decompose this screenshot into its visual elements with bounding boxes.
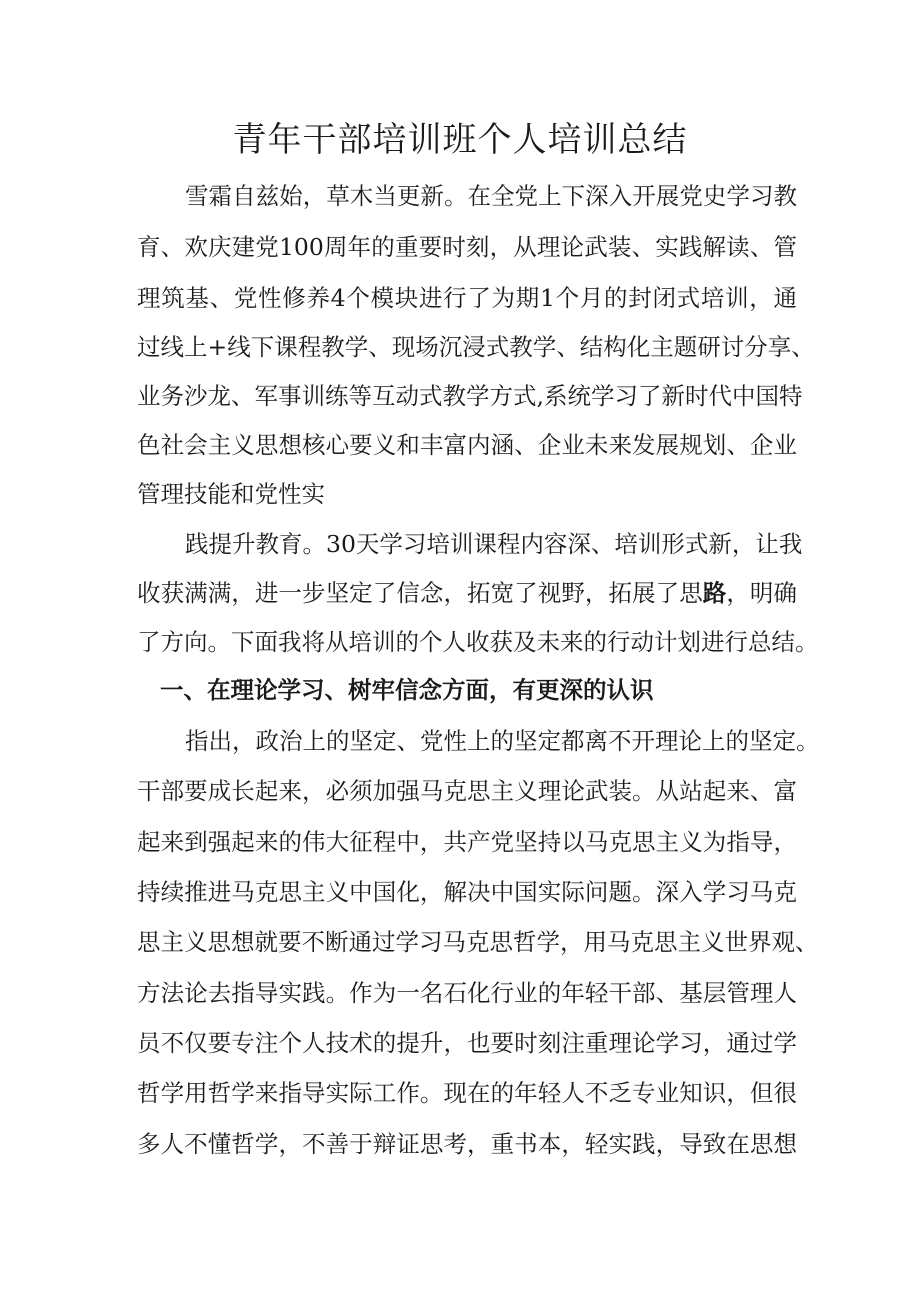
paragraph-line: 方法论去指导实践。作为一名石化行业的年轻干部、基层管理人 (137, 979, 797, 1007)
bold-text: 路 (702, 579, 727, 607)
paragraph-line: 指出，政治上的坚定、党性上的坚定都离不开理论上的坚定。 (185, 727, 820, 755)
section-heading: 一、在理论学习、树牢信念方面，有更深的认识 (160, 676, 654, 704)
paragraph-line: 干部要成长起来，必须加强马克思主义理论武装。从站起来、富 (137, 777, 797, 805)
paragraph-line: 员不仅要专注个人技术的提升，也要时刻注重理论学习，通过学 (137, 1029, 797, 1057)
paragraph-line: 多人不懂哲学，不善于辩证思考，重书本，轻实践，导致在思想 (137, 1130, 797, 1158)
paragraph-line: 管理技能和党性实 (137, 480, 325, 508)
paragraph-line: 起来到强起来的伟大征程中，共产党坚持以马克思主义为指导， (137, 828, 797, 856)
paragraph-line: 业务沙龙、军事训练等互动式教学方式,系统学习了新时代中国特 (137, 382, 803, 410)
paragraph-line: 践提升教育。30天学习培训课程内容深、培训形式新，让我 (185, 530, 803, 558)
paragraph-line-mixed (137, 577, 797, 609)
document-title: 青年干部培训班个人培训总结 (232, 120, 688, 160)
paragraph-line: 哲学用哲学来指导实际工作。现在的年轻人不乏专业知识，但很 (137, 1079, 797, 1107)
paragraph-line: 了方向。下面我将从培训的个人收获及未来的行动计划进行总结。 (137, 628, 819, 656)
paragraph-text: 收获满满，进一步坚定了信念，拓宽了视野，拓展了思 (137, 579, 703, 607)
paragraph-line: 雪霜自兹始，草木当更新。在全党上下深入开展党史学习教 (185, 182, 797, 210)
paragraph-line: 育、欢庆建党100周年的重要时刻，从理论武装、实践解读、管 (137, 233, 797, 261)
paragraph-line: 过线上+线下课程教学、现场沉浸式教学、结构化主题研讨分享、 (137, 333, 815, 361)
paragraph-text: ，明确 (726, 579, 798, 607)
paragraph-line: 思主义思想就要不断通过学习马克思哲学，用马克思主义世界观、 (137, 928, 819, 956)
paragraph-line: 色社会主义思想核心要义和丰富内涵、企业未来发展规划、企业 (137, 431, 797, 459)
paragraph-line: 持续推进马克思主义中国化，解决中国实际问题。深入学习马克 (137, 878, 797, 906)
paragraph-line: 理筑基、党性修养4个模块进行了为期1个月的封闭式培训，通 (137, 284, 797, 312)
